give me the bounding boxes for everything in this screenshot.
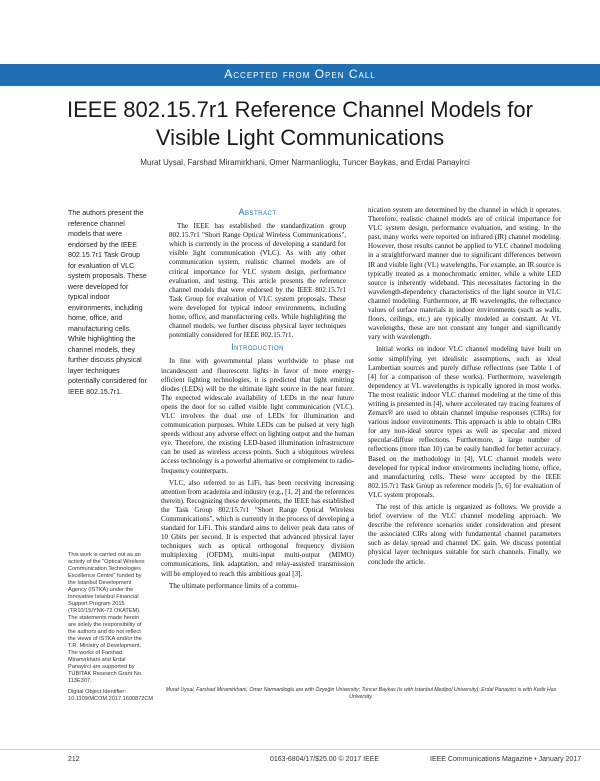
article-title: IEEE 802.15.7r1 Reference Channel Models for Visible Light Communications bbox=[67, 97, 533, 150]
funding-footnote: This work is carried out as an activity of the "Optical Wireless Communication Technologies Excellence Centre" funded by the Istanbul Development Agency (ISTKA) under the Innovative Istanbul Financial Support Program 2015 (TR10/15/YNK-72 OKATEM). The statements made herein are solely the responsibility of the authors and do not reflect the views of ISTKA and/or the T.R. Ministry of Development. The works of Farshad Miramirkhani and Erdal Panayirci are supported by TUBITAK Research Grant No. 113E307. bbox=[68, 552, 145, 684]
copyright-code: 0163-6804/17/$25.00 © 2017 IEEE bbox=[270, 756, 380, 763]
banner-label: Accepted from Open Call bbox=[224, 67, 376, 81]
section-banner bbox=[0, 64, 600, 86]
intro-paragraph-1: In line with governmental plans worldwide to phase out incandescent and fluorescent lights in favor of more energy-efficient lighting technologies, it is predicted that light emitting diodes (LEDs) will be the ultimate light source in the near future. The expected widescale availability of LEDs in the near future opens the door for so called visible light communication (VLC). VLC involves the dual use of LEDs for illumination and communication purposes. White LEDs can be pulsed at very high speeds without any adverse effect on lighting output and the human eye. Therefore, the existing LED-based illumination infrastructure can be used as wireless access points. Such a ubiquitous wireless access technology is a powerful alternative or complement to radio-frequency counterparts. bbox=[161, 357, 354, 475]
intro-paragraph-2: VLC, also referred to as LiFi, has been receiving increasing attention from academia and industry (e.g., [1, 2] and the references therein). Recognizing these developments, the IEEE has established the Task Group 802.15.7r1 "Short Range Optical Wireless Communications", which is currently in the process of developing a standard for LiFi. This standard aims to deliver peak data rates of 10 Gbits per second. It is expected that advanced physical layer techniques such as optical orthogonal frequency division multiplexing (OFDM), multi-input multi-output (MIMO) communications, link adaptation, and relay-assisted transmission will be employed to reach this ambitious goal [3]. bbox=[161, 478, 354, 578]
text-column-1 bbox=[161, 206, 354, 594]
abstract-heading: Abstract bbox=[238, 207, 277, 217]
doi-label: Digital Object Identifier: 10.1109/MCOM.2017.1600872CM bbox=[68, 689, 154, 702]
magazine-issue: IEEE Communications Magazine • January 2017 bbox=[430, 756, 582, 763]
author-list: Murat Uysal, Farshad Miramirkhani, Omer Narmanlioglu, Tuncer Baykas, and Erdal Panayirci bbox=[140, 158, 470, 167]
footer-divider bbox=[0, 749, 600, 750]
introduction-heading: Introduction bbox=[231, 342, 284, 353]
body-paragraph-1: nication system are determined by the channel in which it operates. Therefore, realistic channel models are of critical importance for VLC system design, performance evaluation, and testing. In the past, many works were reported on infrared (IR) channel modeling. However, those results cannot be applied to VLC channel modeling in a straightforward manner due to significant differences between IR and visible light (VL) wavelengths. For example, an IR source is typically treated as a monochromatic emitter, while a white LED source is inherently wideband. This necessitates factoring in the wavelength-dependency characteristics of the light source in VLC channel modeling. Furthermore, at IR wavelengths, the reflectance values of surface materials in indoor environments (such as walls, floors, ceilings, etc.) are typically modeled as constant. At VL wavelengths, these are not constant any longer and significantly vary with wavelength. bbox=[368, 206, 561, 342]
body-paragraph-3: The rest of this article is organized as follows. We provide a brief overview of the VLC channel modeling approach. We describe the reference scenarios under consideration and present the associated CIRs along with fundamental channel parameters such as delay spread and channel DC gain. We discuss potential physical layer techniques suitable for such channels. Finally, we conclude the article. bbox=[368, 503, 561, 566]
body-paragraph-2: Initial works on indoor VLC channel modeling have built on some simplifying yet idealistic assumptions, such as ideal Lambertian sources and purely diffuse reflections (see Table 1 of [4] for a comparison of these works). Furthermore, wavelength dependency at VL wavelengths is typically ignored in most works. The most realistic indoor VLC channel modeling at the time of this writing is presented in [4], where accelerated ray tracing features of Zemax® are used to obtain channel impulse responses (CIRs) for various indoor environments. This approach is able to obtain CIRs for any non-ideal source types as well as specular and mixed specular-diffuse reflections. Furthermore, a large number of reflections (more than 10) can be easily handled for better accuracy. Based on the methodology in [4], VLC channel models were developed for typical indoor environments including home, office, and manufacturing cells. These were accepted by the IEEE 802.15.7r1 Task Group as reference models [5, 6] for evaluation of VLC system proposals. bbox=[368, 345, 561, 499]
page-number: 212 bbox=[68, 756, 80, 763]
abstract-text: The IEEE has established the standardization group 802.15.7r1 "Short Range Optical Wireless Communications", which is currently in the process of developing a standard for visible light communication (VLC). As with any other communication system, realistic channel models are of critical importance for VLC system design, performance evaluation, and testing. This article presents the reference channel models that were endorsed by the IEEE 802.15.7r1 Task Group for evaluation of VLC system proposals. These were developed for typical indoor environments, including home, office, and manufacturing cells. While highlighting the channel models, we further discuss physical layer techniques potentially considered for IEEE 802.15.7r1. bbox=[169, 222, 346, 340]
intro-paragraph-3: The ultimate performance limits of a commu- bbox=[169, 581, 299, 590]
sidebar-summary: The authors present the reference channel models that were endorsed by the IEEE 802.15.7r1 Task Group for evaluation of VLC system proposals. These were developed for typical indoor environments, including home, office, and manufacturing cells. While highlighting the channel models, they further discuss physical layer techniques potentially considered for IEEE 802.15.7r1. bbox=[68, 209, 147, 396]
author-affiliations: Murat Uysal, Farshad Miramirkhani, Omer Narmanlioglu are with Özyeğin University; Tuncer Baykas (is with Istanbul Medipol University); Erdal Panayirci is with Kadir Has University. bbox=[165, 687, 557, 700]
text-column-2 bbox=[368, 206, 561, 570]
